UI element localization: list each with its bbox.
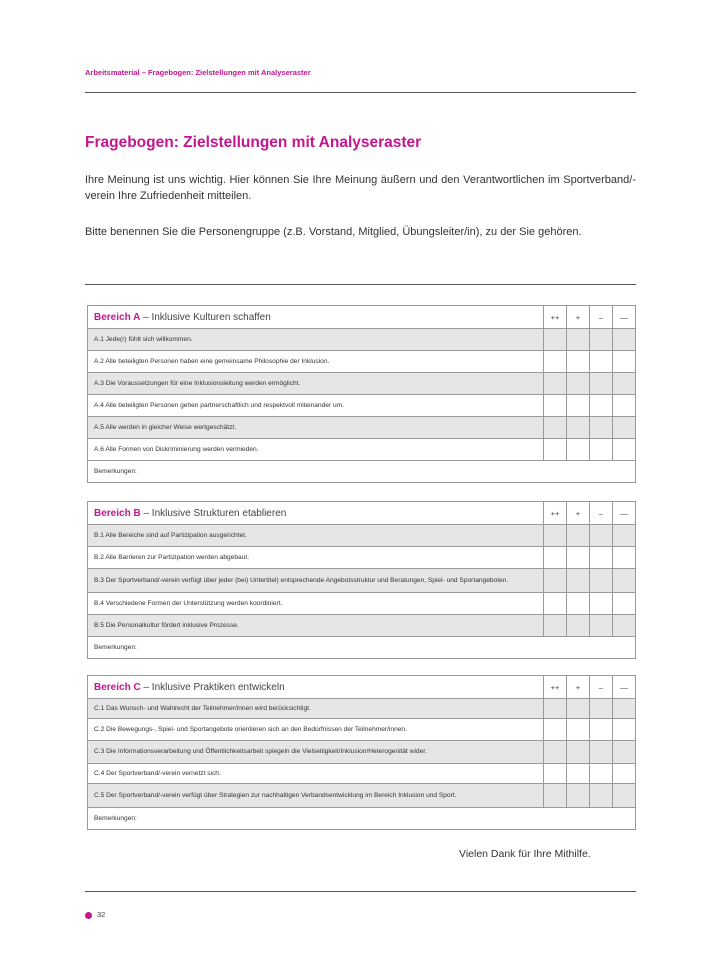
section-b-heading: Bereich B – Inklusive Strukturen etablieren (88, 502, 544, 525)
footer-divider (85, 891, 636, 892)
rating-cell[interactable] (613, 615, 636, 637)
table-row (88, 784, 636, 808)
rating-cell[interactable] (567, 351, 590, 373)
rating-cell[interactable] (544, 395, 567, 417)
table-row (88, 699, 636, 719)
rating-cell[interactable] (613, 741, 636, 764)
rating-cell[interactable] (567, 699, 590, 719)
question-text: B.4 Verschiedene Formen der Unterstützung werden koordiniert. (88, 593, 544, 615)
rating-header-poor: – (590, 502, 613, 525)
closing-thanks: Vielen Dank für Ihre Mithilfe. (459, 848, 591, 860)
rating-cell[interactable] (567, 741, 590, 764)
rating-cell[interactable] (567, 764, 590, 784)
rating-header-good: + (567, 502, 590, 525)
question-text: C.4 Der Sportverband/-verein vernetzt sich. (88, 764, 544, 784)
table-row (88, 525, 636, 547)
rating-cell[interactable] (567, 439, 590, 461)
rating-header-very-good: ++ (544, 502, 567, 525)
question-text: B.2 Alle Barrieren zur Partizipation werden abgebaut. (88, 547, 544, 569)
rating-header-good: + (567, 676, 590, 699)
rating-cell[interactable] (544, 615, 567, 637)
table-row (88, 329, 636, 351)
question-text: B.5 Die Personalkultur fördert inklusive Prozesse. (88, 615, 544, 637)
rating-cell[interactable] (567, 417, 590, 439)
question-text: A.1 Jede(r) fühlt sich willkommen. (88, 329, 544, 351)
rating-cell[interactable] (567, 784, 590, 808)
rating-cell[interactable] (613, 699, 636, 719)
rating-cell[interactable] (567, 719, 590, 741)
table-row (88, 395, 636, 417)
table-row (88, 764, 636, 784)
intro-divider (85, 284, 636, 285)
section-c-table (87, 675, 636, 830)
rating-cell[interactable] (590, 699, 613, 719)
rating-cell[interactable] (567, 329, 590, 351)
rating-cell[interactable] (544, 764, 567, 784)
rating-cell[interactable] (590, 615, 613, 637)
rating-cell[interactable] (613, 351, 636, 373)
intro-paragraph: Ihre Meinung ist uns wichtig. Hier können Sie Ihre Meinung äußern und den Verantwortlichen im Sportverband/-verein Ihre Zufriedenheit mitteilen. (85, 174, 636, 202)
rating-header-very-good: ++ (544, 306, 567, 329)
rating-cell[interactable] (590, 741, 613, 764)
rating-cell[interactable] (590, 547, 613, 569)
rating-cell[interactable] (544, 547, 567, 569)
table-row (88, 439, 636, 461)
rating-cell[interactable] (567, 525, 590, 547)
rating-cell[interactable] (544, 593, 567, 615)
rating-cell[interactable] (613, 439, 636, 461)
rating-cell[interactable] (590, 351, 613, 373)
table-row (88, 741, 636, 764)
question-text: B.1 Alle Bereiche sind auf Partizipation ausgerichtet. (88, 525, 544, 547)
rating-header-poor: – (590, 676, 613, 699)
rating-cell[interactable] (613, 525, 636, 547)
rating-cell[interactable] (590, 719, 613, 741)
rating-cell[interactable] (544, 439, 567, 461)
section-a-heading: Bereich A – Inklusive Kulturen schaffen (88, 306, 544, 329)
question-text: A.4 Alle beteiligten Personen gehen partnerschaftlich und respektvoll miteinander um. (88, 395, 544, 417)
rating-cell[interactable] (590, 329, 613, 351)
rating-cell[interactable] (590, 569, 613, 593)
table-row (88, 547, 636, 569)
rating-cell[interactable] (613, 569, 636, 593)
rating-cell[interactable] (544, 719, 567, 741)
rating-cell[interactable] (567, 547, 590, 569)
rating-cell[interactable] (590, 373, 613, 395)
table-row (88, 351, 636, 373)
question-text: A.3 Die Voraussetzungen für eine Inklusionsleitung werden ermöglicht. (88, 373, 544, 395)
rating-cell[interactable] (613, 395, 636, 417)
question-text: C.2 Die Bewegungs-, Spiel- und Sportangebote orientieren sich an den Bedürfnissen der Teilnehmer/innen. (88, 719, 544, 741)
rating-cell[interactable] (590, 395, 613, 417)
rating-cell[interactable] (544, 373, 567, 395)
rating-cell[interactable] (613, 547, 636, 569)
table-row (88, 719, 636, 741)
rating-cell[interactable] (567, 373, 590, 395)
rating-cell[interactable] (567, 569, 590, 593)
rating-cell[interactable] (590, 525, 613, 547)
page-title: Fragebogen: Zielstellungen mit Analyseraster (85, 134, 422, 151)
notes-field[interactable]: Bemerkungen: (88, 808, 636, 830)
rating-cell[interactable] (590, 764, 613, 784)
rating-header-very-good: ++ (544, 676, 567, 699)
question-text: C.5 Der Sportverband/-verein verfügt über Strategien zur nachhaltigen Verbandsentwicklung im Bereich Inklusion und Sport. (88, 784, 544, 808)
rating-cell[interactable] (590, 784, 613, 808)
running-header: Arbeitsmaterial – Fragebogen: Zielstellungen mit Analyseraster (85, 68, 311, 77)
header-divider (85, 92, 636, 93)
rating-cell[interactable] (613, 719, 636, 741)
rating-cell[interactable] (544, 569, 567, 593)
rating-cell[interactable] (544, 329, 567, 351)
rating-cell[interactable] (544, 741, 567, 764)
notes-field[interactable]: Bemerkungen: (88, 637, 636, 659)
section-c-heading: Bereich C – Inklusive Praktiken entwickeln (88, 676, 544, 699)
rating-header-very-poor: –– (613, 676, 636, 699)
rating-cell[interactable] (613, 373, 636, 395)
question-text: C.1 Das Wunsch- und Wahlrecht der Teilnehmer/innen wird berücksichtigt. (88, 699, 544, 719)
rating-cell[interactable] (544, 417, 567, 439)
table-row (88, 615, 636, 637)
question-text: A.6 Alle Formen von Diskriminierung werden vermieden. (88, 439, 544, 461)
rating-cell[interactable] (613, 329, 636, 351)
instruction-paragraph: Bitte benennen Sie die Personengruppe (z.B. Vorstand, Mitglied, Übungsleiter/in), zu der Sie gehören. (85, 226, 582, 238)
page-marker-dot (85, 912, 92, 919)
rating-cell[interactable] (613, 764, 636, 784)
notes-field[interactable]: Bemerkungen: (88, 461, 636, 483)
rating-cell[interactable] (613, 593, 636, 615)
rating-cell[interactable] (567, 593, 590, 615)
rating-cell[interactable] (544, 525, 567, 547)
rating-header-good: + (567, 306, 590, 329)
rating-cell[interactable] (567, 395, 590, 417)
question-text: A.5 Alle werden in gleicher Weise wertgeschätzt. (88, 417, 544, 439)
page-number: 32 (97, 910, 106, 919)
question-text: B.3 Der Sportverband/-verein verfügt über jeder (bei) Untertitel) entsprechende Angebotsstruktur und Beratungen, Spiel- und Sportangeboten. (88, 569, 544, 593)
table-row (88, 373, 636, 395)
rating-cell[interactable] (544, 784, 567, 808)
rating-header-poor: – (590, 306, 613, 329)
rating-cell[interactable] (590, 593, 613, 615)
rating-header-very-poor: –– (613, 306, 636, 329)
rating-cell[interactable] (590, 417, 613, 439)
rating-cell[interactable] (544, 699, 567, 719)
rating-cell[interactable] (590, 439, 613, 461)
table-row (88, 593, 636, 615)
question-text: C.3 Die Informationsverarbeitung und Öffentlichkeitsarbeit spiegeln die Vielseitigkeit/Inklusion/Heterogenität wider. (88, 741, 544, 764)
rating-cell[interactable] (567, 615, 590, 637)
question-text: A.2 Alle beteiligten Personen haben eine gemeinsame Philosophie der Inklusion. (88, 351, 544, 373)
section-b-table (87, 501, 636, 659)
rating-cell[interactable] (544, 351, 567, 373)
rating-cell[interactable] (613, 784, 636, 808)
table-row (88, 569, 636, 593)
table-row (88, 417, 636, 439)
rating-cell[interactable] (613, 417, 636, 439)
section-a-table (87, 305, 636, 483)
rating-header-very-poor: –– (613, 502, 636, 525)
